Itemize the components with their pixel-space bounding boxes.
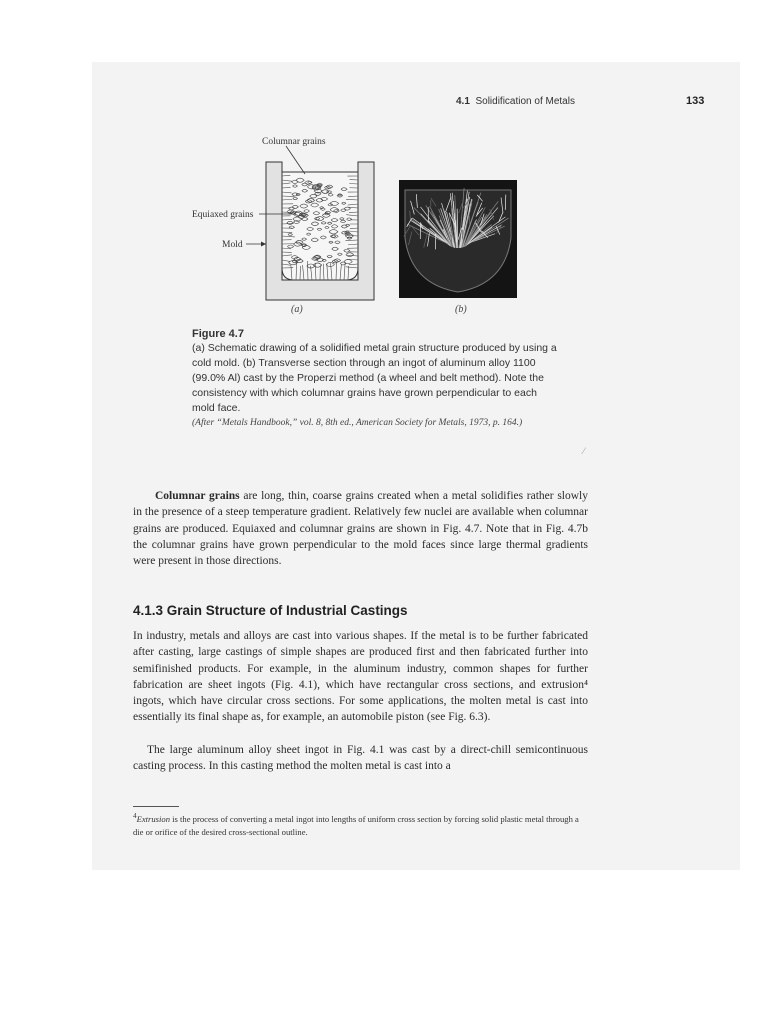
section-number: 4.1 <box>456 96 470 107</box>
paragraph-industrial-castings: In industry, metals and alloys are cast into various shapes. If the metal is to be further fabricated after casting, large castings of simple shapes are produced first and then fabricated further into semifinished products. For example, in the aluminum industry, common shapes for further fabrication are sheet ingots (Fig. 4.1), which have rectangular cross sections, and extrusion⁴ ingots, which have circular cross sections. For some applications, the molten metal is cast into essentially its final shape as, for example, an automobile piston (see Fig. 6.3). <box>133 630 588 724</box>
caption-body: (a) Schematic drawing of a solidified metal grain structure produced by using a cold mold. (b) Transverse section through an ingot of aluminum alloy 1100 (99.0% Al) cast by the Properzi method (a wheel and belt method). Note the consistency with which columnar grains have grown perpendicular to each mold face. <box>192 342 557 414</box>
caption-source: (After “Metals Handbook,” vol. 8, 8th ed., American Society for Metals, 1973, p. 164.) <box>192 418 523 428</box>
label-equiaxed-grains: Equiaxed grains <box>192 210 254 220</box>
footnote-rule <box>133 806 179 807</box>
paragraph-sheet-ingot: The large aluminum alloy sheet ingot in Fig. 4.1 was cast by a direct-chill semicontinuous casting process. In this casting method the molten metal is cast into a <box>133 744 588 773</box>
label-mold: Mold <box>222 240 243 250</box>
subfigure-label-b: (b) <box>455 304 467 315</box>
caption-title: Figure 4.7 <box>192 328 244 340</box>
page-number: 133 <box>686 95 705 107</box>
mold-arrowhead <box>261 242 266 247</box>
section-title: Solidification of Metals <box>475 96 575 107</box>
footnote: $^4$Extrusion is the process of converting a metal ingot into lengths of uniform cross section by forcing solid plastic metal through a die or orifice of the desired cross-sectional outline. <box>133 812 579 837</box>
margin-mark: ⁄ <box>583 446 585 456</box>
paragraph-columnar-grains: Columnar grains are long, thin, coarse grains created when a metal solidifies rather slowly in the presence of a steep temperature gradient. Relatively few nuclei are available when columnar grains are produced. Equiaxed and columnar grains are shown in Fig. 4.7. Note that in Fig. 4.7b the columnar grains have grown perpendicular to the mold faces since large thermal gradients were present in those directions. <box>133 490 588 568</box>
footnote-term: Extrusion <box>136 813 170 824</box>
leader-columnar <box>286 146 305 174</box>
label-columnar-grains: Columnar grains <box>262 137 326 147</box>
subfigure-label-a: (a) <box>291 304 303 315</box>
section-heading: 4.1.3 Grain Structure of Industrial Castings <box>133 603 408 618</box>
term-columnar-grains: Columnar grains <box>155 490 240 502</box>
figure-caption <box>192 328 562 430</box>
running-header <box>456 96 575 107</box>
figure-4-7b-micrograph <box>399 180 517 298</box>
footnote-marker: 4 <box>133 812 137 820</box>
figure-4-7a-schematic <box>180 130 380 305</box>
